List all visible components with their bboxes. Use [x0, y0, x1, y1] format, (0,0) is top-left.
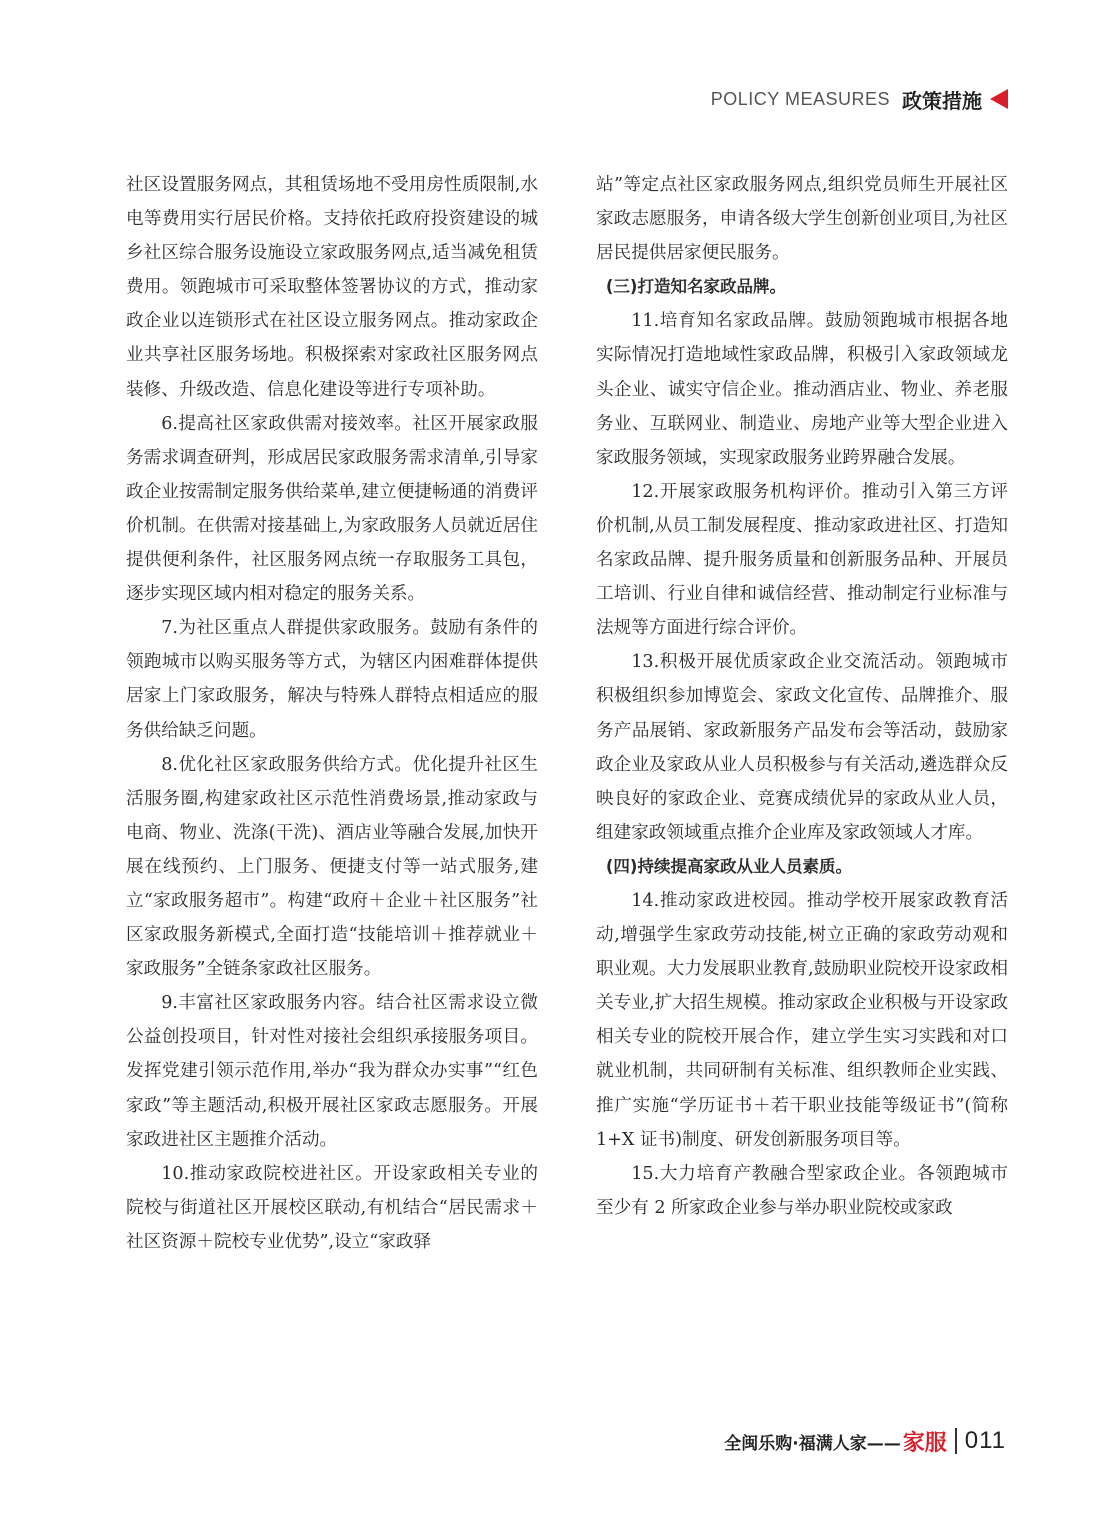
page-number: 011	[964, 1427, 1006, 1454]
paragraph: 10.推动家政院校进社区。开设家政相关专业的院校与街道社区开展校区联动,有机结合“居民需求＋社区资源＋院校专业优势”,设立“家政驿	[126, 1163, 538, 1252]
section-heading: (三)打造知名家政品牌。	[605, 277, 786, 297]
footer-divider	[955, 1428, 957, 1454]
paragraph: 社区设置服务网点，其租赁场地不受用房性质限制,水电等费用实行居民价格。支持依托政府投资建设的城乡社区综合服务设施设立家政服务网点,适当减免租赁费用。领跑城市可采取整体签署协议的方式，推动家政企业以连锁形式在社区设立服务网点。推动家政企业共享社区服务场地。积极探索对家政社区服务网点装修、升级改造、信息化建设等进行专项补助。	[126, 175, 538, 400]
paragraph: 站”等定点社区家政服务网点,组织党员师生开展社区家政志愿服务，申请各级大学生创新创业项目,为社区居民提供居家便民服务。	[596, 175, 1008, 264]
paragraph: 9.丰富社区家政服务内容。结合社区需求设立微公益创投项目，针对性对接社会组织承接服务项目。发挥党建引领示范作用,举办“我为群众办实事”“红色家政”等主题活动,积极开展社区家政志愿服务。开展家政进社区主题推介活动。	[126, 993, 538, 1150]
section-heading: (四)持续提高家政从业人员素质。	[605, 856, 852, 876]
paragraph: 8.优化社区家政服务供给方式。优化提升社区生活服务圈,构建家政社区示范性消费场景,推动家政与电商、物业、洗涤(干洗)、酒店业等融合发展,加快开展在线预约、上门服务、便捷支付等一站式服务,建立“家政服务超市”。构建“政府＋企业＋社区服务”社区家政服务新模式,全面打造“技能培训＋推荐就业＋家政服务”全链条家政社区服务。	[126, 754, 538, 980]
left-triangle-icon	[990, 89, 1008, 109]
paragraph: 7.为社区重点人群提供家政服务。鼓励有条件的领跑城市以购买服务等方式，为辖区内困难群体提供居家上门家政服务，解决与特殊人群特点相适应的服务供给缺乏问题。	[126, 618, 538, 741]
page-header	[711, 84, 1008, 114]
left-column	[126, 168, 538, 1259]
footer-slogan: 全闽乐购·福满人家——	[724, 1433, 901, 1454]
paragraph: 13.积极开展优质家政企业交流活动。领跑城市积极组织参加博览会、家政文化宣传、品牌推介、服务产品展销、家政新服务产品发布会等活动，鼓励家政企业及家政从业人员积极参与有关活动,遴选群众反映良好的家政企业、竞赛成绩优异的家政从业人员，组建家政领域重点推介企业库及家政领域人才库。	[596, 652, 1008, 843]
paragraph: 6.提高社区家政供需对接效率。社区开展家政服务需求调查研判，形成居民家政服务需求清单,引导家政企业按需制定服务供给菜单,建立便捷畅通的消费评价机制。在供需对接基础上,为家政服务人员就近居住提供便利条件，社区服务网点统一存取服务工具包，逐步实现区域内相对稳定的服务关系。	[126, 413, 538, 605]
page-footer	[724, 1424, 1006, 1458]
right-column	[596, 168, 1008, 1225]
paragraph: 12.开展家政服务机构评价。推动引入第三方评价机制,从员工制发展程度、推动家政进社区、打造知名家政品牌、提升服务质量和创新服务品种、开展员工培训、行业自律和诚信经营、推动制定行业标准与法规等方面进行综合评价。	[596, 481, 1008, 639]
paragraph: 15.大力培育产教融合型家政企业。各领跑城市至少有 2 所家政企业参与举办职业院校或家政	[596, 1163, 1008, 1218]
section-title-en: POLICY MEASURES	[710, 88, 890, 109]
paragraph: 14.推动家政进校园。推动学校开展家政教育活动,增强学生家政劳动技能,树立正确的家政劳动观和职业观。大力发展职业教育,鼓励职业院校开设家政相关专业,扩大招生规模。推动家政企业积极与开设家政相关专业的院校开展合作，建立学生实习实践和对口就业机制，共同研制有关标准、组织教师企业实践、推广实施“学历证书＋若干职业技能等级证书”(简称 1+X 证书)制度、研发创新服务项目等。	[596, 890, 1008, 1150]
section-title-cn: 政策措施	[902, 88, 982, 113]
paragraph: 11.培育知名家政品牌。鼓励领跑城市根据各地实际情况打造地域性家政品牌，积极引入家政领域龙头企业、诚实守信企业。推动酒店业、物业、养老服务业、互联网业、制造业、房地产业等大型企业进入家政服务领域，实现家政服务业跨界融合发展。	[596, 311, 1008, 468]
footer-brand: 家服	[902, 1430, 947, 1456]
